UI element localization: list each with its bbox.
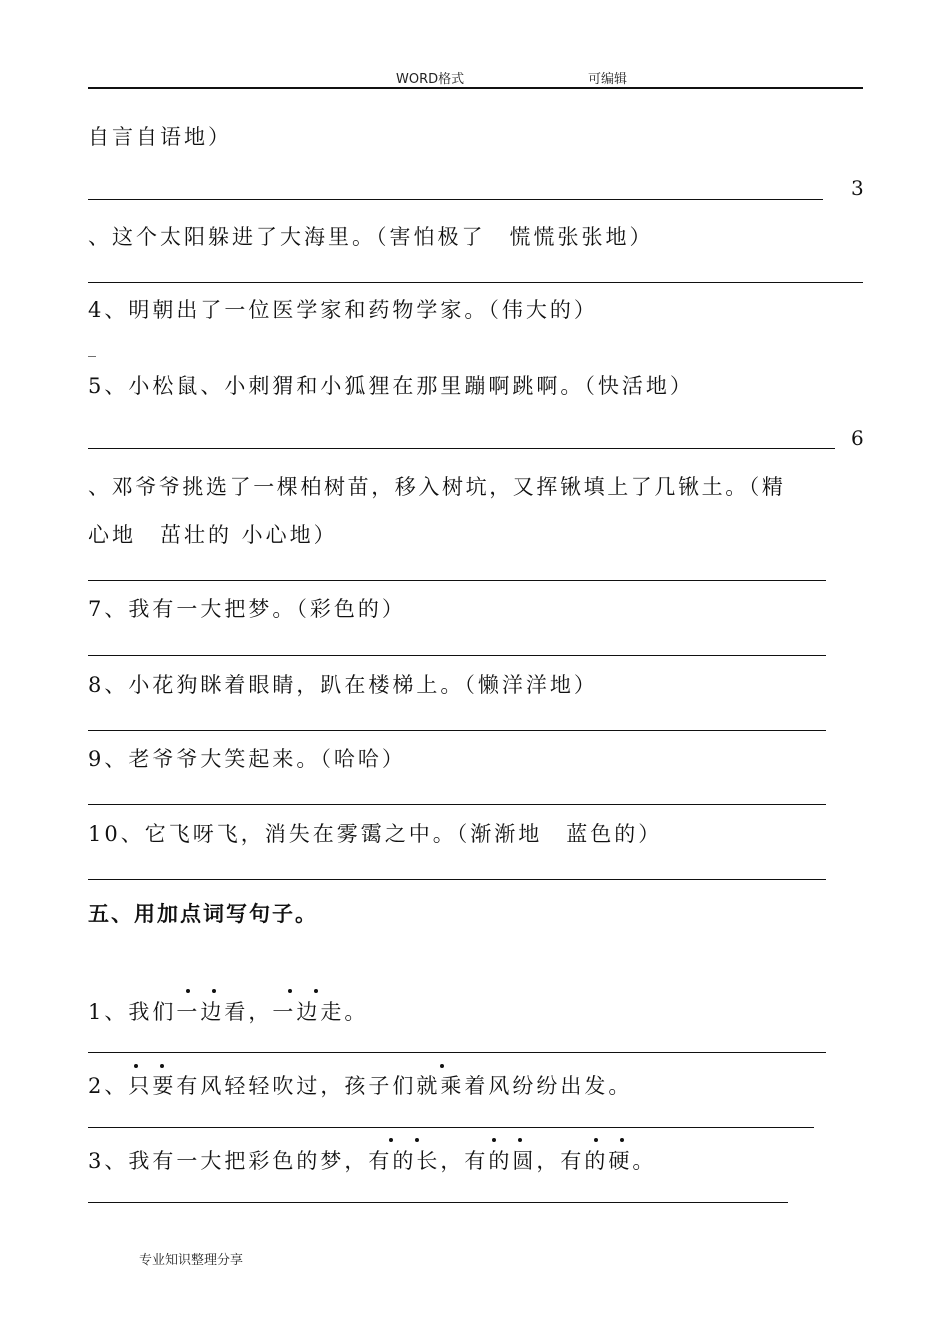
section-5-title: 五、用加点词写句子。 (88, 902, 318, 926)
header-left-text: WORD格式 (396, 72, 465, 87)
answer-line (88, 730, 826, 731)
answer-line (88, 580, 826, 581)
line-6-text-a: 、邓爷爷挑选了一棵柏树苗，移入树坑，又挥锹填上了几锹土。（精 (88, 475, 786, 499)
emphasis-dot (594, 1138, 598, 1142)
line-9-text: 9、老爷爷大笑起来。（哈哈） (88, 747, 406, 771)
answer-line (88, 804, 826, 805)
sentence-3-text: 3、我有一大把彩色的梦，有的长，有的圆，有的硬。 (88, 1149, 657, 1173)
line-5-text: 5、小松鼠、小刺猬和小狐狸在那里蹦啊跳啊。（快活地） (88, 374, 694, 398)
short-dash: _ (88, 338, 99, 357)
emphasis-dot (186, 989, 190, 993)
answer-line (88, 1127, 814, 1128)
emphasis-dot (314, 989, 318, 993)
emphasis-dot (288, 989, 292, 993)
emphasis-dot (620, 1138, 624, 1142)
header-right-text: 可编辑 (588, 72, 628, 87)
emphasis-dot (440, 1064, 444, 1068)
item-number-3: 3 (851, 176, 864, 200)
header-rule (88, 87, 863, 89)
emphasis-dot (160, 1064, 164, 1068)
line-7-text: 7、我有一大把梦。（彩色的） (88, 597, 406, 621)
line-1-text: 自言自语地） (88, 125, 232, 149)
answer-line (88, 199, 823, 200)
sentence-2-text: 2、只要有风轻轻吹过，孩子们就乘着风纷纷出发。 (88, 1074, 633, 1098)
line-10-text: 10、它飞呀飞，消失在雾霭之中。（渐渐地 蓝色的） (88, 822, 663, 846)
emphasis-dot (212, 989, 216, 993)
line-6-text-b: 心地 茁壮的 小心地） (88, 523, 338, 547)
emphasis-dot (134, 1064, 138, 1068)
emphasis-dot (492, 1138, 496, 1142)
emphasis-dot (389, 1138, 393, 1142)
item-number-6: 6 (851, 426, 864, 450)
emphasis-dot (415, 1138, 419, 1142)
footer-text: 专业知识整理分享 (139, 1253, 244, 1268)
answer-line (88, 282, 863, 283)
answer-line (88, 1052, 826, 1053)
sentence-1-text: 1、我们一边看，一边走。 (88, 1000, 369, 1024)
answer-line (88, 879, 826, 880)
answer-line (88, 1202, 788, 1203)
line-4-text: 4、明朝出了一位医学家和药物学家。（伟大的） (88, 298, 598, 322)
answer-line (88, 448, 835, 449)
line-8-text: 8、小花狗眯着眼睛，趴在楼梯上。（懒洋洋地） (88, 673, 598, 697)
answer-line (88, 655, 826, 656)
emphasis-dot (518, 1138, 522, 1142)
line-3-text: 、这个太阳躲进了大海里。（害怕极了 慌慌张张地） (88, 225, 654, 249)
